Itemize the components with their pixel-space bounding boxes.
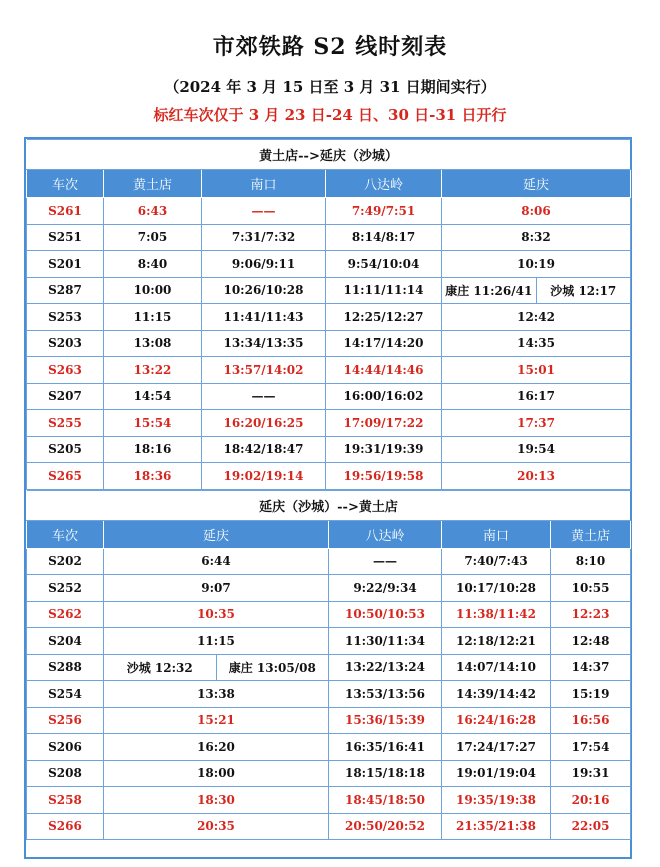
time-cell: 13:53/13:56 bbox=[329, 681, 442, 708]
table-row bbox=[27, 548, 631, 575]
time-cell: 11:11/11:14 bbox=[326, 277, 442, 304]
timetable-box bbox=[24, 137, 632, 859]
outbound-direction-title: 黄土店-->延庆（沙城） bbox=[27, 140, 631, 170]
time-cell: 8:32 bbox=[442, 224, 631, 251]
time-cell: 18:15/18:18 bbox=[329, 760, 442, 787]
time-cell: 17:37 bbox=[442, 410, 631, 437]
time-cell: 19:01/19:04 bbox=[442, 760, 551, 787]
time-cell: 17:54 bbox=[551, 734, 631, 761]
time-cell: 12:23 bbox=[551, 601, 631, 628]
time-cell: 10:50/10:53 bbox=[329, 601, 442, 628]
train-number: S208 bbox=[27, 760, 104, 787]
time-cell: 21:35/21:38 bbox=[442, 813, 551, 840]
time-cell: 16:56 bbox=[551, 707, 631, 734]
table-row bbox=[27, 383, 631, 410]
time-cell: 9:54/10:04 bbox=[326, 251, 442, 278]
time-cell: 12:25/12:27 bbox=[326, 304, 442, 331]
split-time-cell-part-2: 沙城 12:17 bbox=[536, 278, 631, 304]
time-cell: 8:06 bbox=[442, 198, 631, 225]
train-number: S256 bbox=[27, 707, 104, 734]
table-row bbox=[27, 224, 631, 251]
time-cell: 7:05 bbox=[104, 224, 202, 251]
train-number: S262 bbox=[27, 601, 104, 628]
time-cell: 19:02/19:14 bbox=[202, 463, 326, 490]
column-header: 八达岭 bbox=[326, 170, 442, 198]
table-row bbox=[27, 304, 631, 331]
time-cell: 10:55 bbox=[551, 575, 631, 602]
time-cell: 16:24/16:28 bbox=[442, 707, 551, 734]
time-cell: 9:06/9:11 bbox=[202, 251, 326, 278]
train-number: S252 bbox=[27, 575, 104, 602]
time-cell: 20:50/20:52 bbox=[329, 813, 442, 840]
split-time-cell-part-1: 沙城 12:32 bbox=[126, 660, 193, 675]
column-header: 南口 bbox=[442, 520, 551, 548]
time-cell: 18:30 bbox=[104, 787, 329, 814]
time-cell: 16:20 bbox=[104, 734, 329, 761]
time-cell: 7:49/7:51 bbox=[326, 198, 442, 225]
time-cell: 16:00/16:02 bbox=[326, 383, 442, 410]
time-cell: 14:07/14:10 bbox=[442, 654, 551, 681]
time-cell: 14:37 bbox=[551, 654, 631, 681]
time-cell: 13:57/14:02 bbox=[202, 357, 326, 384]
train-number: S204 bbox=[27, 628, 104, 655]
train-number: S205 bbox=[27, 436, 104, 463]
time-cell: —— bbox=[202, 383, 326, 410]
time-cell: 16:35/16:41 bbox=[329, 734, 442, 761]
column-header: 延庆 bbox=[104, 520, 329, 548]
table-row bbox=[27, 654, 631, 681]
time-cell: 19:35/19:38 bbox=[442, 787, 551, 814]
time-cell: 6:43 bbox=[104, 198, 202, 225]
split-time-cell bbox=[104, 654, 329, 681]
time-cell: 6:44 bbox=[104, 548, 329, 575]
time-cell: 14:39/14:42 bbox=[442, 681, 551, 708]
train-number: S258 bbox=[27, 787, 104, 814]
train-number: S263 bbox=[27, 357, 104, 384]
train-number: S254 bbox=[27, 681, 104, 708]
time-cell: 22:05 bbox=[551, 813, 631, 840]
train-number: S207 bbox=[27, 383, 104, 410]
outbound-header-row bbox=[27, 170, 631, 198]
time-cell: 7:31/7:32 bbox=[202, 224, 326, 251]
table-row bbox=[27, 330, 631, 357]
train-number: S255 bbox=[27, 410, 104, 437]
time-cell: 7:40/7:43 bbox=[442, 548, 551, 575]
time-cell: 15:54 bbox=[104, 410, 202, 437]
split-time-cell bbox=[442, 277, 631, 304]
table-row bbox=[27, 410, 631, 437]
column-header: 黄土店 bbox=[104, 170, 202, 198]
time-cell: 20:16 bbox=[551, 787, 631, 814]
time-cell: 19:31/19:39 bbox=[326, 436, 442, 463]
train-number: S203 bbox=[27, 330, 104, 357]
train-number: S287 bbox=[27, 277, 104, 304]
time-cell: 20:35 bbox=[104, 813, 329, 840]
time-cell: 15:01 bbox=[442, 357, 631, 384]
train-number: S251 bbox=[27, 224, 104, 251]
time-cell: 13:22/13:24 bbox=[329, 654, 442, 681]
time-cell: 11:15 bbox=[104, 628, 329, 655]
time-cell: 10:19 bbox=[442, 251, 631, 278]
time-cell: 16:17 bbox=[442, 383, 631, 410]
time-cell: 10:35 bbox=[104, 601, 329, 628]
train-number: S265 bbox=[27, 463, 104, 490]
time-cell: 18:00 bbox=[104, 760, 329, 787]
time-cell: 18:42/18:47 bbox=[202, 436, 326, 463]
page-title: 市郊铁路 S2 线时刻表 bbox=[212, 34, 448, 60]
time-cell: 8:14/8:17 bbox=[326, 224, 442, 251]
validity-period: （2024 年 3 月 15 日至 3 月 31 日期间实行） bbox=[164, 78, 496, 96]
time-cell: 12:48 bbox=[551, 628, 631, 655]
time-cell: 19:56/19:58 bbox=[326, 463, 442, 490]
table-row bbox=[27, 357, 631, 384]
time-cell: 11:38/11:42 bbox=[442, 601, 551, 628]
table-row bbox=[27, 813, 631, 840]
time-cell: 15:21 bbox=[104, 707, 329, 734]
time-cell: 18:36 bbox=[104, 463, 202, 490]
train-number: S253 bbox=[27, 304, 104, 331]
table-row bbox=[27, 734, 631, 761]
time-cell: 13:08 bbox=[104, 330, 202, 357]
table-row bbox=[27, 436, 631, 463]
table-row bbox=[27, 463, 631, 490]
time-cell: 12:42 bbox=[442, 304, 631, 331]
time-cell: 15:36/15:39 bbox=[329, 707, 442, 734]
time-cell: 19:31 bbox=[551, 760, 631, 787]
table-row bbox=[27, 277, 631, 304]
time-cell: 11:15 bbox=[104, 304, 202, 331]
inbound-direction-row bbox=[27, 490, 631, 520]
time-cell: 15:19 bbox=[551, 681, 631, 708]
time-cell: 8:10 bbox=[551, 548, 631, 575]
column-header: 车次 bbox=[27, 170, 104, 198]
time-cell: 11:30/11:34 bbox=[329, 628, 442, 655]
time-cell: 14:17/14:20 bbox=[326, 330, 442, 357]
outbound-direction-row bbox=[27, 140, 631, 170]
table-row bbox=[27, 601, 631, 628]
time-cell: 11:41/11:43 bbox=[202, 304, 326, 331]
column-header: 南口 bbox=[202, 170, 326, 198]
time-cell: 17:09/17:22 bbox=[326, 410, 442, 437]
table-row bbox=[27, 198, 631, 225]
time-cell: 10:00 bbox=[104, 277, 202, 304]
time-cell: 13:22 bbox=[104, 357, 202, 384]
time-cell: 9:07 bbox=[104, 575, 329, 602]
time-cell: 14:44/14:46 bbox=[326, 357, 442, 384]
inbound-header-row bbox=[27, 520, 631, 548]
train-number: S206 bbox=[27, 734, 104, 761]
time-cell: 10:26/10:28 bbox=[202, 277, 326, 304]
split-time-cell-part-2: 康庄 13:05/08 bbox=[216, 655, 329, 681]
column-header: 八达岭 bbox=[329, 520, 442, 548]
table-row bbox=[27, 575, 631, 602]
time-cell: 19:54 bbox=[442, 436, 631, 463]
table-row bbox=[27, 681, 631, 708]
time-cell: 17:24/17:27 bbox=[442, 734, 551, 761]
column-header: 延庆 bbox=[442, 170, 631, 198]
train-number: S201 bbox=[27, 251, 104, 278]
time-cell: 20:13 bbox=[442, 463, 631, 490]
table-row bbox=[27, 707, 631, 734]
outbound-table bbox=[26, 139, 631, 490]
column-header: 车次 bbox=[27, 520, 104, 548]
time-cell: 10:17/10:28 bbox=[442, 575, 551, 602]
time-cell: 14:35 bbox=[442, 330, 631, 357]
train-number: S266 bbox=[27, 813, 104, 840]
train-number: S288 bbox=[27, 654, 104, 681]
train-number: S202 bbox=[27, 548, 104, 575]
column-header: 黄土店 bbox=[551, 520, 631, 548]
time-cell: 18:16 bbox=[104, 436, 202, 463]
train-number: S261 bbox=[27, 198, 104, 225]
table-row bbox=[27, 787, 631, 814]
time-cell: —— bbox=[329, 548, 442, 575]
inbound-table bbox=[26, 490, 631, 841]
red-train-note: 标红车次仅于 3 月 23 日-24 日、30 日-31 日开行 bbox=[153, 106, 507, 124]
time-cell: 16:20/16:25 bbox=[202, 410, 326, 437]
split-time-cell-part-1: 康庄 11:26/41 bbox=[445, 283, 533, 298]
table-row bbox=[27, 760, 631, 787]
time-cell: 12:18/12:21 bbox=[442, 628, 551, 655]
time-cell: 13:34/13:35 bbox=[202, 330, 326, 357]
time-cell: 14:54 bbox=[104, 383, 202, 410]
time-cell: 13:38 bbox=[104, 681, 329, 708]
time-cell: 8:40 bbox=[104, 251, 202, 278]
time-cell: 9:22/9:34 bbox=[329, 575, 442, 602]
time-cell: —— bbox=[202, 198, 326, 225]
table-row bbox=[27, 628, 631, 655]
inbound-direction-title: 延庆（沙城）-->黄土店 bbox=[27, 490, 631, 520]
time-cell: 18:45/18:50 bbox=[329, 787, 442, 814]
table-row bbox=[27, 251, 631, 278]
